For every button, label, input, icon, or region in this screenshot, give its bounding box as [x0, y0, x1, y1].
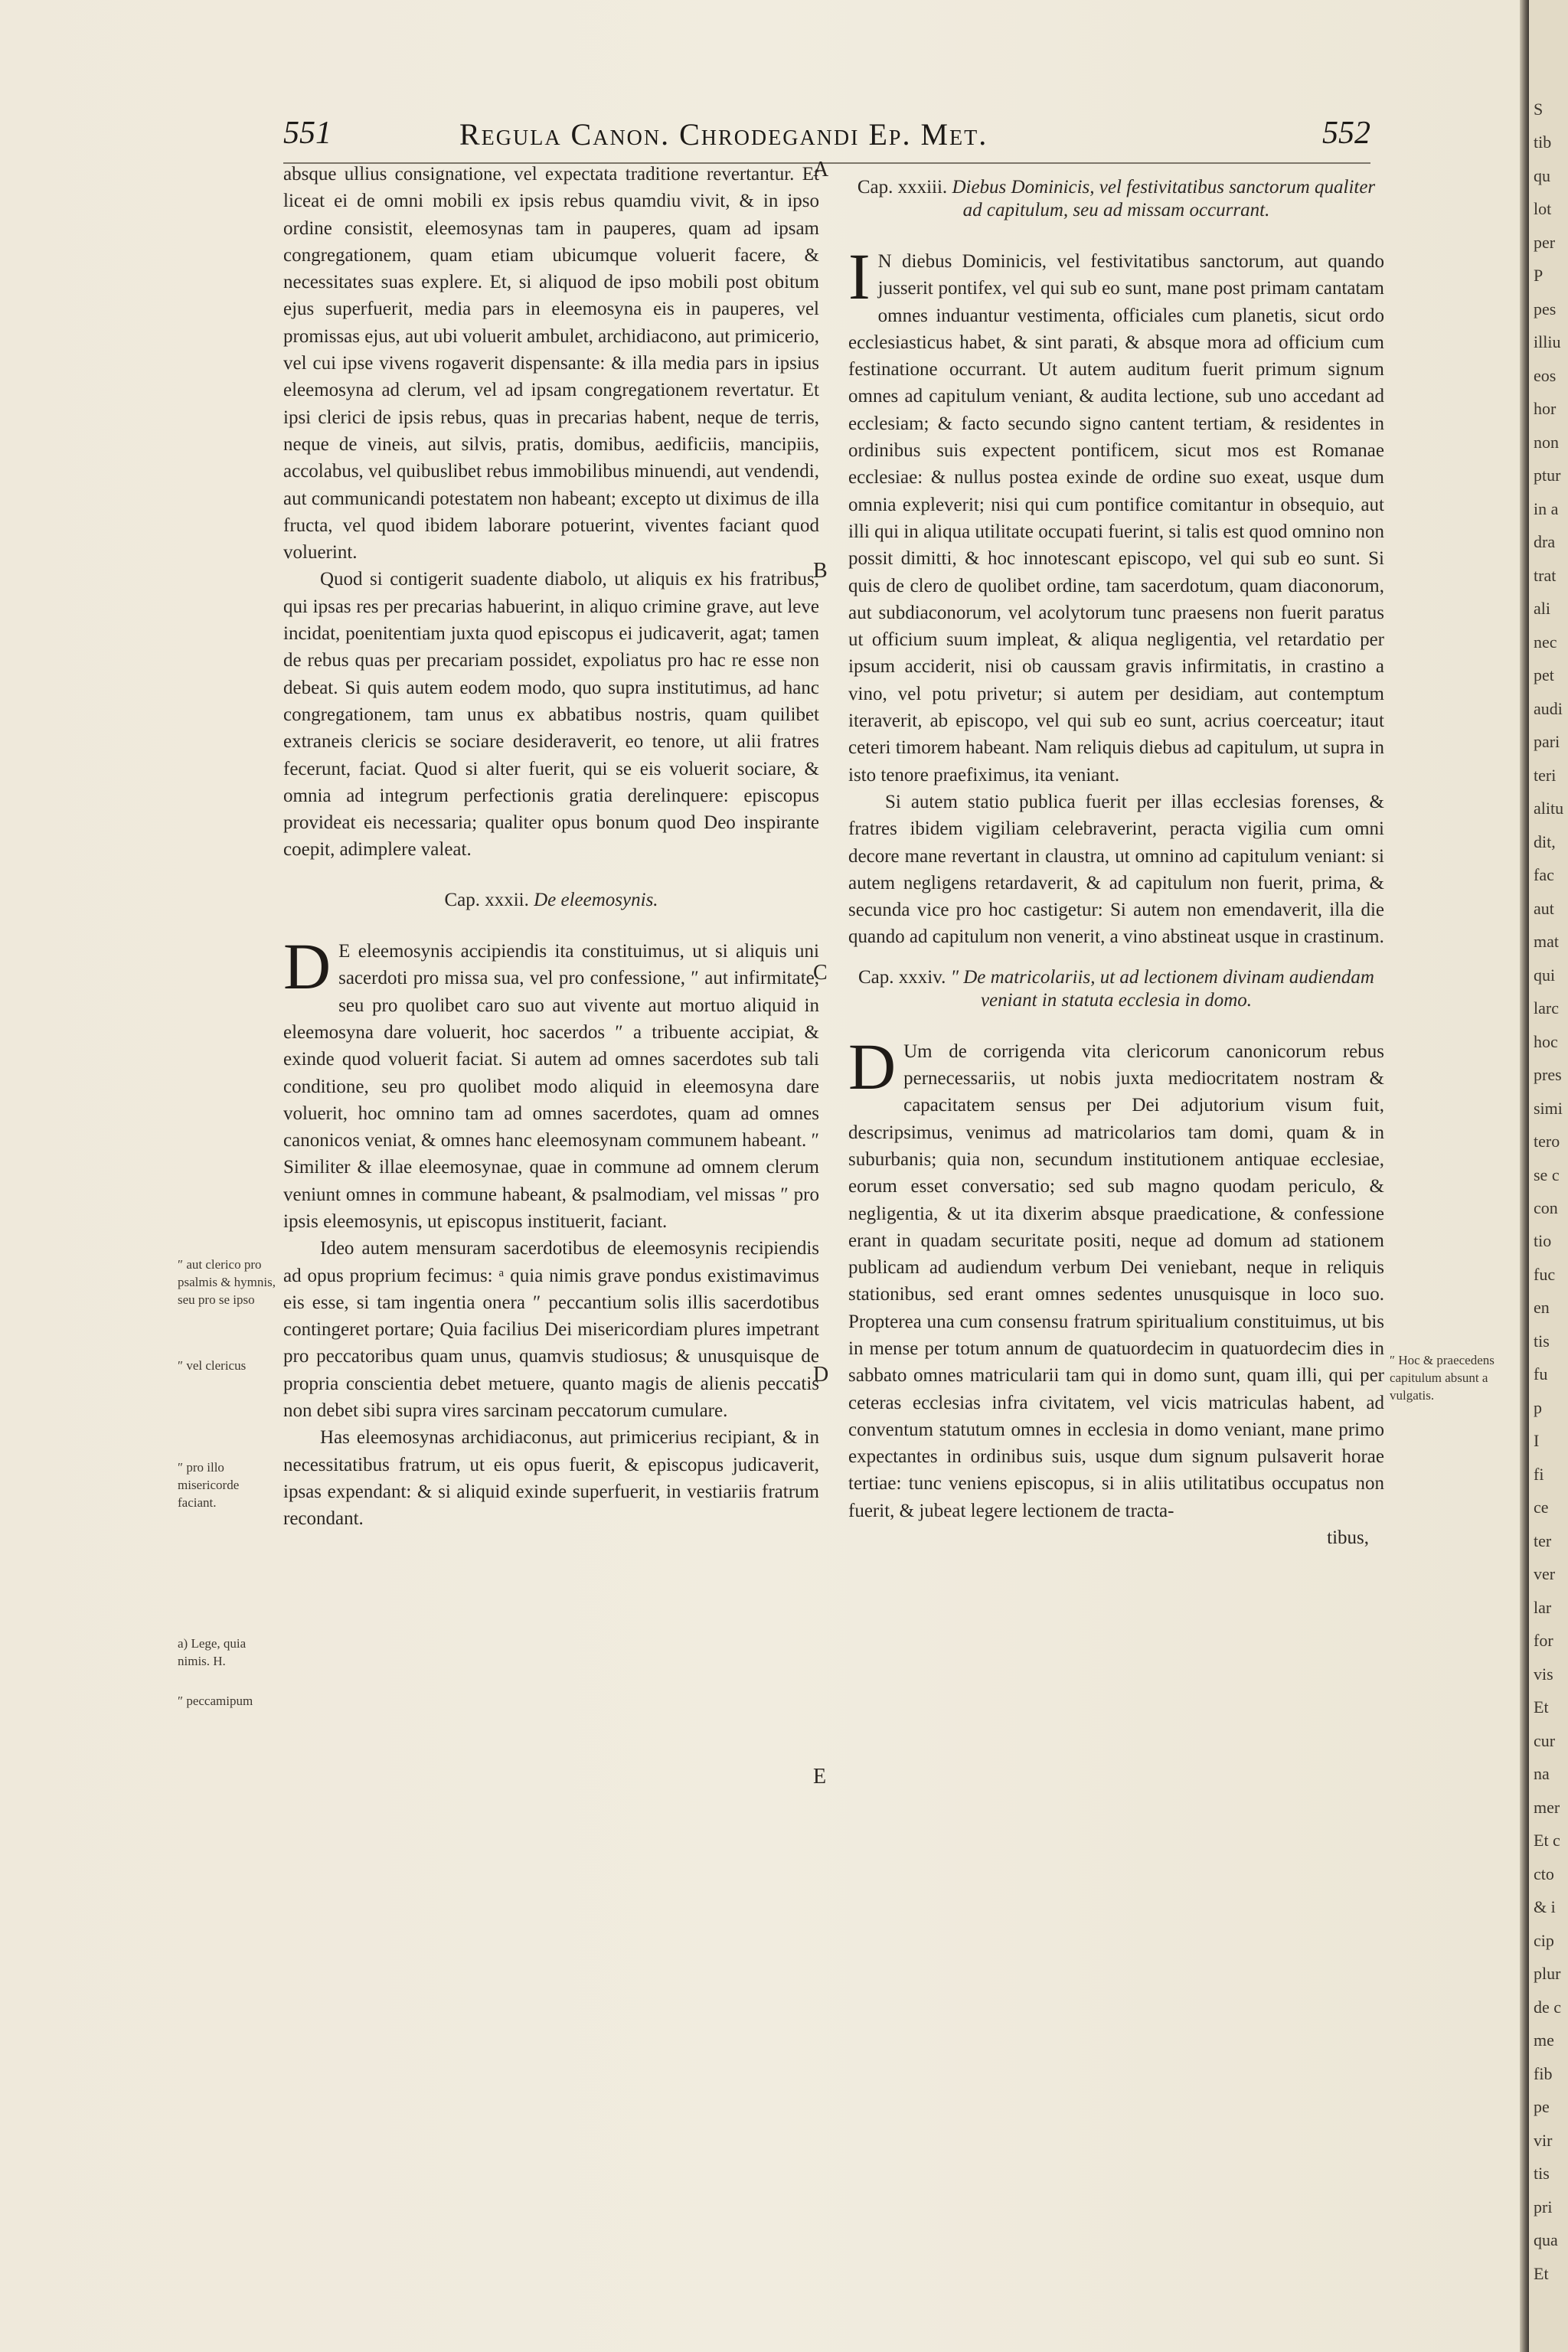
next-page-fragment: larc [1534, 998, 1559, 1018]
paragraph [848, 1029, 1384, 1524]
left-column [283, 161, 819, 1533]
next-page-fragment: teri [1534, 766, 1557, 785]
next-page-fragment: cur [1534, 1731, 1556, 1750]
drop-cap: D [848, 1029, 897, 1103]
next-page-fragment: pri [1534, 2197, 1553, 2216]
next-page-fragment: con [1534, 1198, 1558, 1217]
next-page-fragment: audi [1534, 699, 1563, 718]
next-page-fragment: non [1534, 433, 1559, 452]
next-page-fragment: cip [1534, 1931, 1554, 1950]
next-page-fragment: illiu [1534, 332, 1561, 351]
next-page-fragment: nec [1534, 632, 1557, 652]
side-note: ″ vel clericus [178, 1358, 247, 1373]
chapter-title: ″ De matricolariis, ut ad lectionem divinam audiendam veniant in statuta ecclesia in domo. [950, 966, 1374, 1011]
next-page-fragment: fib [1534, 2064, 1553, 2083]
next-page-fragment: tio [1534, 1231, 1552, 1250]
next-page-fragment: en [1534, 1298, 1550, 1317]
paragraph: Si autem statio publica fuerit per illas ecclesias forenses, & fratres ibidem vigiliam celebraverint, peracta vigilia cum omni decore mane revertant in claustra, ut omnino ad capitulum veniant: si autem negligens retardaverit, & ad capitulum non fuerit, prima, & secunda vice pro hoc castigetur: Si autem non emendaverit, illa die quando ad capitulum non venerit, a vino abstineat usque in crastinum. [848, 791, 1384, 948]
next-page-fragment: pari [1534, 732, 1560, 751]
next-page-fragment: pe [1534, 2097, 1550, 2116]
margin-letter-b: B [813, 559, 828, 583]
next-page-fragment: dra [1534, 532, 1556, 551]
next-page-fragment: vir [1534, 2131, 1553, 2150]
paragraph: absque ullius consignatione, vel expectata traditione revertantur. Et liceat ei de omni mobili ex ipsis rebus quamdiu vivit, & in ipso ordine consistit, eleemosynas tam in pauperes, quam ad ipsam congregationem, quam etiam ubicumque voluerit facere, & necessitates suas explere. Et, si aliquod de ipso mobili post obitum ejus superfuerit, media pars in eleemosyna eis in pauperes, vel promissas ejus, aut ubi voluerit ambulet, archidiacono, aut primicerio, vel cui ipse vivens rogaverit dispensante: & illa media pars in ipsius eleemosyna ad clerum, vel ad ipsam congregationem revertatur. Et ipsi clerici de ipsis rebus, quas in precarias habent, neque de terris, neque de vineis, aut silvis, pratis, domibus, aedificiis, mancipiis, accolabus, vel quibuslibet rebus immobilibus minuendi, aut vendendi, aut communicandi potestatem non habeant; excepto ut diximus de illa fructa, vel quod ibidem laborare potuerint, viventes faciant quod voluerint. [283, 164, 819, 564]
next-page-fragment: ptur [1534, 466, 1561, 485]
next-page-fragment: na [1534, 1764, 1550, 1783]
paragraph-text: E eleemosynis accipiendis ita constituimus, ut si aliquis uni sacerdoti pro missa sua, vel pro confessione, ″ aut infirmitate, seu pro quolibet caro suo aut vivente aut mortuo aliquid in eleemosyna dare voluerit, hoc sacerdos ″ a tribuente accipiat, & exinde quod voluerit faciat. Si autem ad omnes sacerdotes sub tali conditione, seu pro quolibet modo aliquid in eleemosyna dare voluerit, hoc omnino tam ad omnes sacerdotes, quam ad omnes canonicos veniat, & omnes hanc eleemosynam communem habeant. ″ Similiter & illae eleemosynae, quae in commune ad omnem clerum veniunt omnes in commune habeant, & psalmodiam, vel missas ″ pro ipsis eleemosynis, ut episcopus instituerit, faciant. [283, 941, 819, 1232]
next-page-fragment: Et [1534, 1697, 1549, 1717]
paragraph: Quod si contigerit suadente diabolo, ut aliquis ex his fratribus, qui ipsas res per precarias habuerint, in aliquo crimine grave, aut leve incidat, poenitentiam juxta quod episcopus ei judicaverit, agat; tamen de rebus quas per precariam possidet, expoliatus pro hac re esse non debeat. Si quis autem eodem modo, quo supra institutimus, ad hanc congregationem, tam unus ex abbatibus nostris, quam quilibet extraneis clericis se sociare desideraverit, eo tenore, ut alii fratres fecerunt, faciat. Quod si alter fuerit, qui se eis voluerit sociare, & omnia ad integrum perfectionis gratia derelinquere: episcopus provideat eis necessaria; qualiter opus bonum quod Deo inspirante coepit, adimplere valeat. [283, 569, 819, 861]
next-page-fragment: & i [1534, 1897, 1556, 1916]
next-page-fragment: Et c [1534, 1831, 1560, 1850]
next-page-fragment: lot [1534, 199, 1552, 218]
margin-letter-e: E [813, 1765, 827, 1788]
next-page-fragment: Et [1534, 2264, 1549, 2283]
paragraph-text: Um de corrigenda vita clericorum canonicorum rebus pernecessariis, ut nobis juxta mediocritatem nostram & capacitatem sensus per Dei adjutorium visum fuit, descripsimus, venimus ad matricolarios tam domi, quam & in suburbanis; quia non, secundum institutionem antiquae ecclesiae, eorum esset conversatio; sed sub magno quodam periculo, & negligentia, & ut ita dixerim absque praedicatione, & confessione erant in quadam securitate positi, neque ad domum ad stationem publicam ad audiendum verbum Dei veniebant, neque in reliquis stationibus, sed erant omnes sedentes unusquisque in loco suo. Propterea una cum consensu fratrum spiritualium constituimus, ut bis in mense per totum annum de quatuordecim in quatuordecim dies in sabbato omnes matricularii tam qui in domo sunt, quam illi, qui per ceteras ecclesias infra civitatem, vel vicis matriculas habent, ad conventum statutum omnes in ecclesia in domo veniant, mane primo expectantes in ordinibus suis, usque dum signum pulsaverit horae tertiae: tunc veniens episcopus, si in aliis utilitatibus occupatus non fuerit, & jubeat legere lectionem de tracta- [848, 1040, 1384, 1521]
right-page-number: 552 [1322, 116, 1370, 151]
chapter-label: Cap. xxxiii. [857, 177, 948, 198]
next-page-edge [1529, 0, 1568, 2352]
next-page-fragment: tis [1534, 1331, 1550, 1351]
next-page-fragment: pes [1534, 299, 1557, 318]
next-page-fragment: lar [1534, 1598, 1552, 1617]
side-note: ″ Hoc & praecedens capitulum absunt a vulgatis. [1390, 1353, 1494, 1403]
next-page-fragment: fi [1534, 1465, 1544, 1484]
book-gutter [1520, 0, 1529, 2352]
drop-cap: I [848, 240, 871, 313]
next-page-fragment: tib [1534, 132, 1552, 152]
next-page-fragment: alitu [1534, 799, 1564, 818]
next-page-fragment: qu [1534, 166, 1550, 185]
next-page-fragment: vis [1534, 1664, 1553, 1684]
next-page-fragment: de c [1534, 1998, 1562, 2017]
catchword: tibus, [1327, 1527, 1369, 1549]
next-page-fragment: pet [1534, 665, 1554, 684]
page-header [283, 115, 1370, 161]
side-note: ″ pro illo misericorde faciant. [178, 1460, 240, 1510]
next-page-fragment: qua [1534, 2230, 1558, 2249]
next-page-fragment: pres [1534, 1065, 1562, 1084]
paragraph: Has eleemosynas archidiaconus, aut primicerius recipiant, & in necessitatibus fratrum, ut eis opus fuerit, & episcopus judicaverit, ipsas expendant: & si aliquid exinde superfuerit, in vestiariis fratrum recondant. [283, 1427, 819, 1530]
running-title: Regula Canon. Chrodegandi Ep. Met. [459, 117, 988, 152]
chapter-heading-32 [283, 887, 819, 913]
next-page-fragment: tero [1534, 1132, 1560, 1151]
margin-letter-a: A [813, 158, 829, 181]
next-page-fragment: aut [1534, 899, 1554, 918]
paragraph-text: N diebus Dominicis, vel festivitatibus sanctorum, aut quando jusserit pontifex, vel qui sub eo sunt, mane post primam cantatam omnes induantur vestimenta, officiales cum planetis, sicut ordo ecclesiasticus habet, & sint parati, & absque mora ad officium cum festinatione occurrant. Ut autem auditum fuerit primum signum omnes ad capitulum veniant, & audita lectione, sub uno accedant ad ecclesiam; & facto secundo signo cantent tertiam, & residentes in ordinibus suis expectent pontificem, sicut mos est Romanae ecclesiae: & nullus postea exinde de ordine suo exeat, usque dum omnia expleverit; nisi qui cum pontifice comitantur in obsequio, aut illi qui in aliqua utilitate occupati fuerint, si talis est quod omnino non possit dimitti, & hoc innotescant episcopo, vel qui sub eo sunt. Si quis de clero de quolibet ordine, tam sacerdotum, quam diaconorum, aut subdiaconorum, vel acolytorum tunc praesens non fuerit paratus ut officium suum impleat, & aliqua negligentia, vel retardatio per ipsum acciderit, nisi ob caussam gravis infirmitatis, in crastino a vino, vel potu privetur; si autem per desidiam, aut contemptum iteraverit, ab episcopo, vel qui sub eo sunt, acrius coerceatur; itaut ceteri timorem habeant. Nam reliquis diebus ad capitulum, ut supra in isto tenore praefiximus, ita veniant. [848, 251, 1384, 786]
next-page-fragment: in a [1534, 499, 1559, 518]
next-page-fragment: trat [1534, 566, 1557, 585]
side-note: ″ aut clerico pro psalmis & hymnis, seu pro se ipso [178, 1257, 276, 1307]
chapter-label: Cap. xxxii. [444, 889, 529, 910]
next-page-fragment: me [1534, 2030, 1554, 2050]
paragraph: Ideo autem mensuram sacerdotibus de eleemosynis recipiendis ad opus proprium fecimus: ᵃ quia nimis grave pondus existimavimus eis esse, si tam ingentia onera ″ peccantium solis illis sacerdotibus contingeret portare; Quia facilius Dei misericordiam plures impetrant pro peccatoribus quam unus, quamvis studiosus; & unusquisque de propria conscientia debet metuere, quanto magis de alienis peccatis non debet sibi supra vires sarcinam peccatorum cumulare. [283, 1238, 819, 1422]
next-page-fragment: eos [1534, 366, 1557, 385]
paragraph [848, 240, 1384, 789]
next-page-fragment: fu [1534, 1364, 1548, 1383]
next-page-fragment: hoc [1534, 1032, 1558, 1051]
next-page-fragment: S [1534, 100, 1544, 119]
chapter-title: Diebus Dominicis, vel festivitatibus sanctorum qualiter ad capitulum, seu ad missam occurrant. [952, 177, 1376, 220]
next-page-fragment: mer [1534, 1798, 1560, 1817]
drop-cap: D [283, 929, 332, 1004]
next-page-fragment: fuc [1534, 1265, 1556, 1284]
side-note: ″ peccamipum [178, 1694, 253, 1708]
next-page-fragment: fac [1534, 865, 1554, 884]
next-page-fragment: dit, [1534, 832, 1556, 851]
next-page-fragment: tis [1534, 2164, 1550, 2183]
next-page-fragment: ce [1534, 1498, 1549, 1517]
next-page-fragment: hor [1534, 399, 1557, 418]
margin-letter-d: D [813, 1363, 829, 1387]
side-note: a) Lege, quia nimis. H. [178, 1636, 247, 1668]
chapter-heading-34 [848, 966, 1384, 1012]
chapter-label: Cap. xxxiv. [858, 966, 946, 988]
right-column [848, 161, 1384, 1551]
next-page-fragment: P [1534, 266, 1544, 285]
chapter-title: De eleemosynis. [534, 889, 658, 910]
next-page-fragment: p [1534, 1398, 1542, 1417]
next-page-fragment: se c [1534, 1165, 1560, 1184]
next-page-fragment: mat [1534, 932, 1559, 951]
next-page-fragment: per [1534, 233, 1556, 252]
left-page-number: 551 [283, 116, 332, 151]
margin-letter-c: C [813, 961, 828, 985]
next-page-fragment: I [1534, 1431, 1540, 1450]
chapter-heading-33 [848, 176, 1384, 222]
next-page-fragment: simi [1534, 1099, 1563, 1118]
next-page-fragment: ver [1534, 1564, 1556, 1583]
next-page-fragment: plur [1534, 1964, 1561, 1983]
next-page-fragment: for [1534, 1631, 1553, 1650]
next-page-fragment: cto [1534, 1864, 1554, 1883]
next-page-fragment: qui [1534, 965, 1556, 985]
next-page-fragment: ali [1534, 599, 1550, 618]
paragraph [283, 929, 819, 1235]
next-page-fragment: ter [1534, 1531, 1552, 1550]
